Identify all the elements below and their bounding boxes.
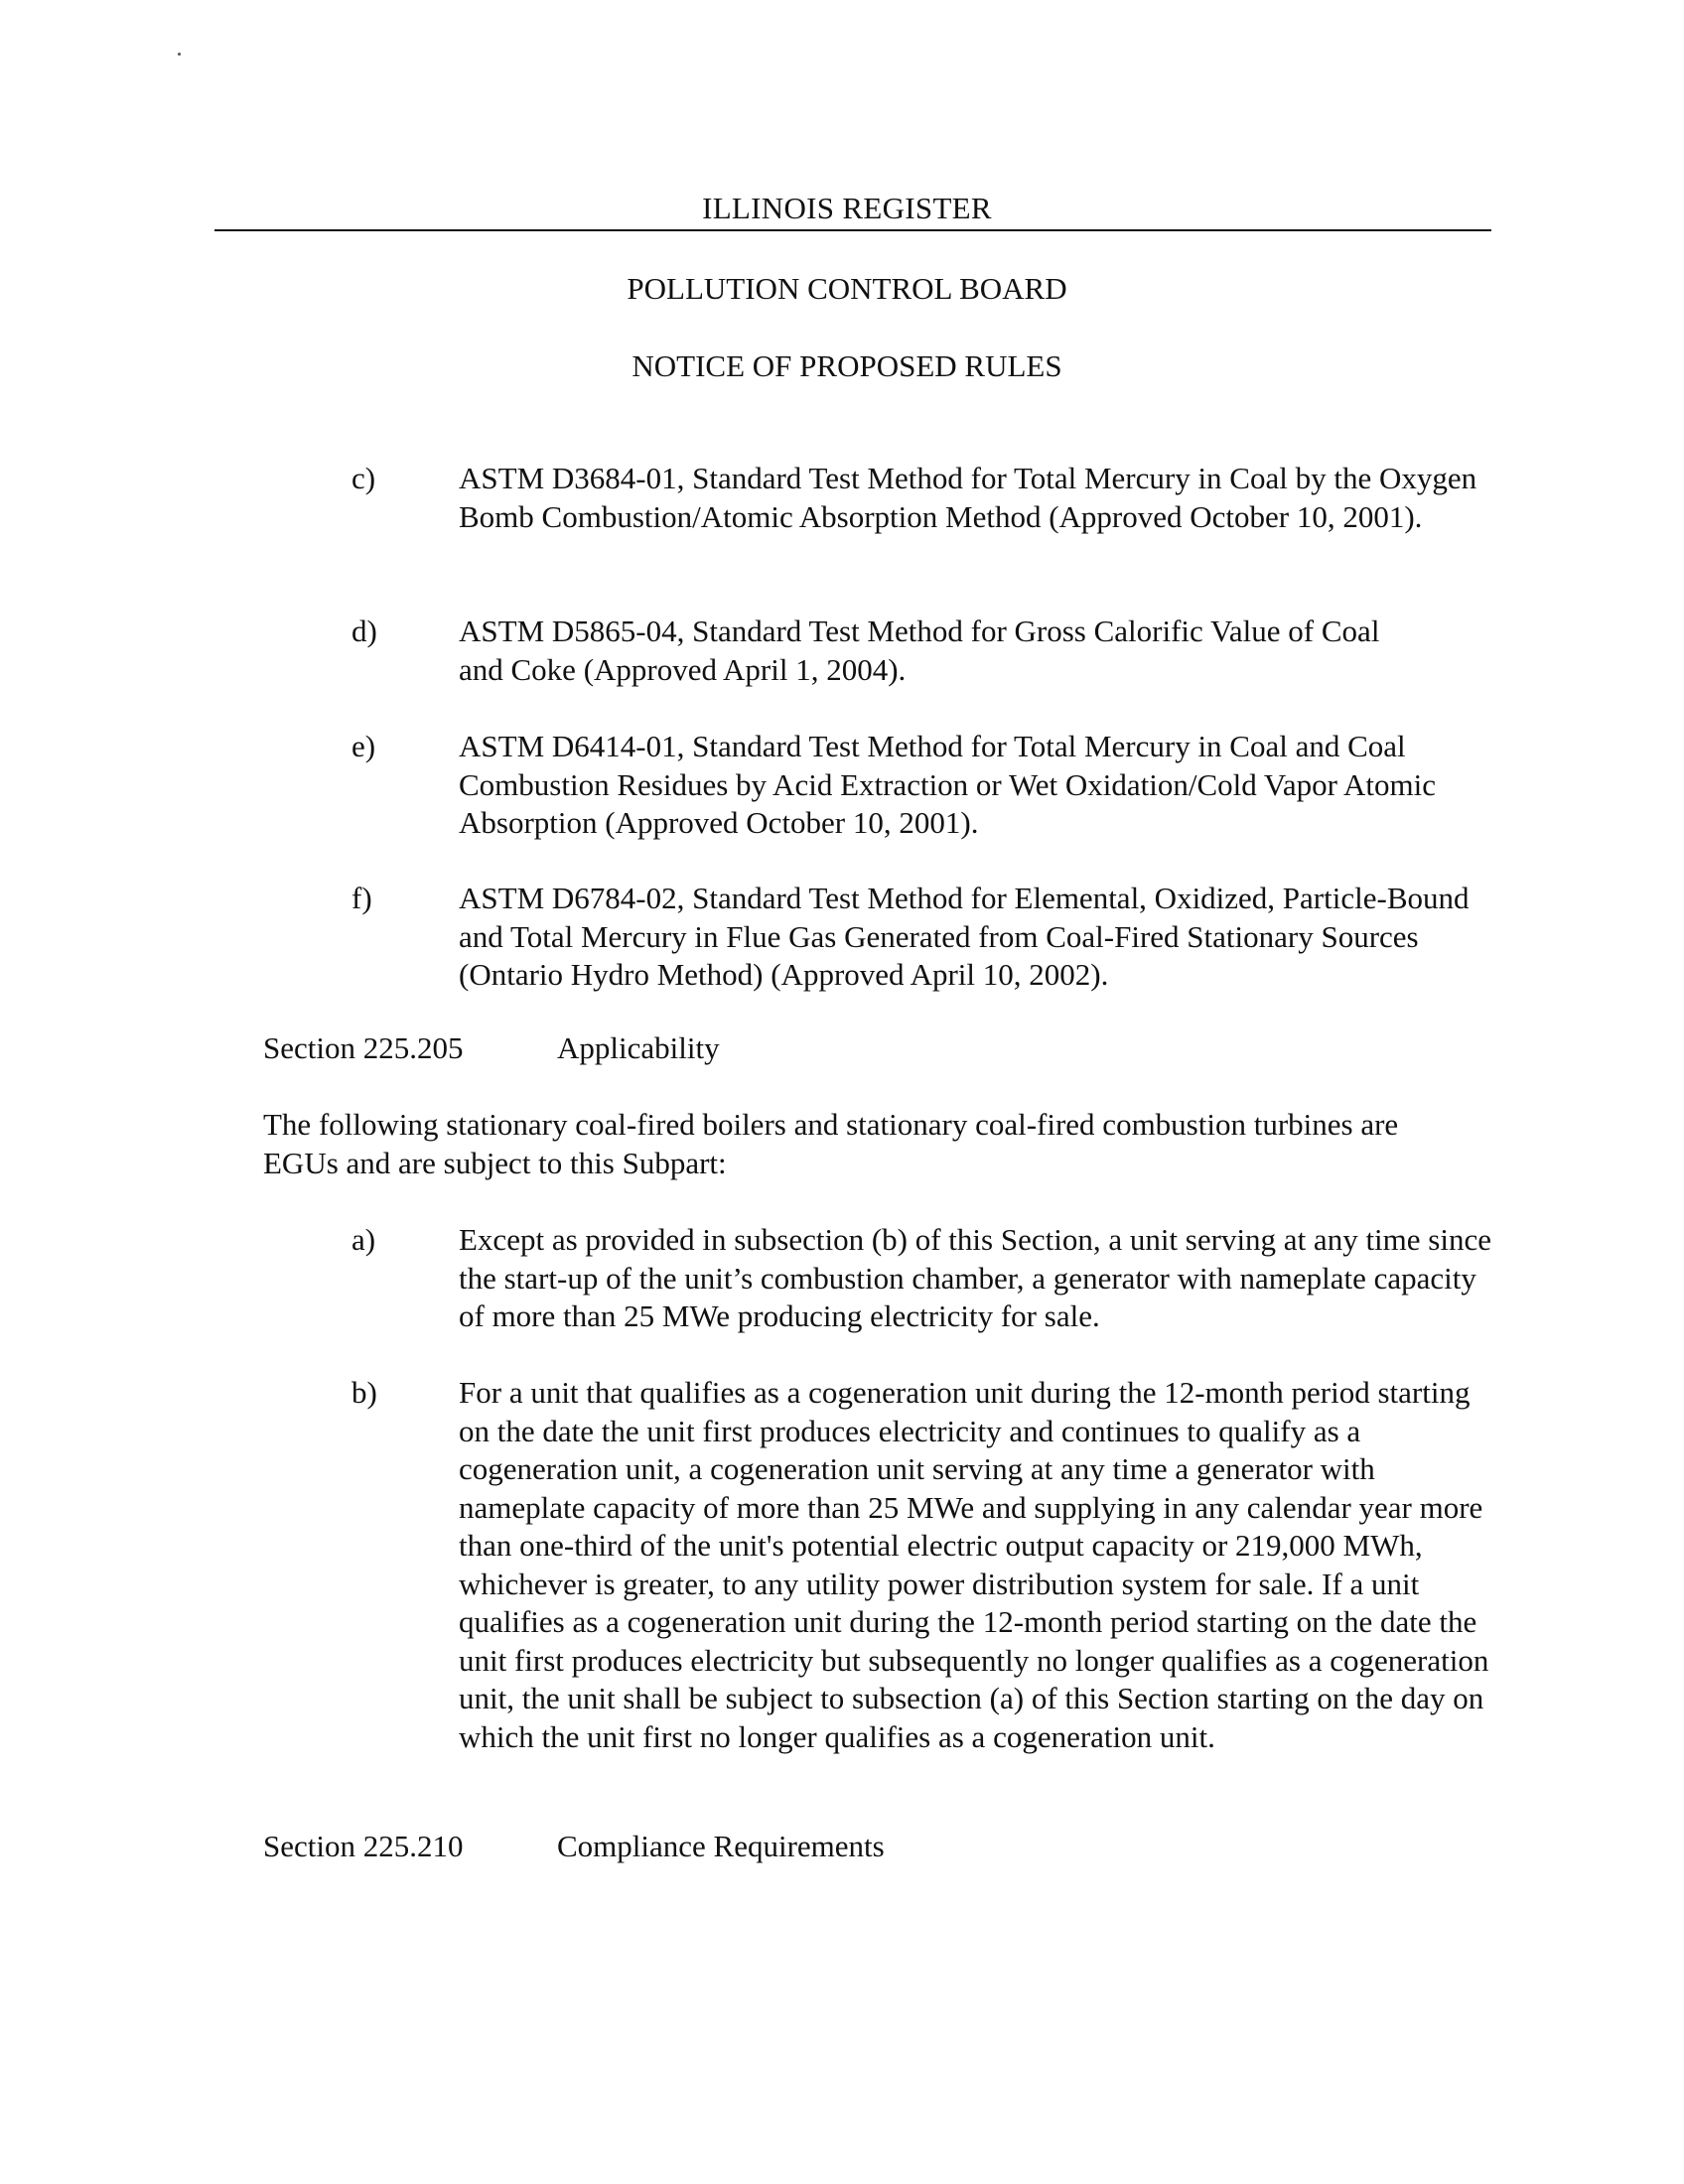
section-intro-paragraph: The following stationary coal-fired boilers and stationary coal-fired combustion turbines are EGUs and are subject to this Subpart: — [263, 1107, 1399, 1180]
item-marker: b) — [351, 1375, 377, 1410]
section-title: Compliance Requirements — [557, 1829, 885, 1863]
board-title: POLLUTION CONTROL BOARD — [627, 271, 1067, 306]
section-title: Applicability — [557, 1030, 720, 1065]
item-marker: a) — [351, 1222, 376, 1257]
applicability-item-a — [351, 1221, 1503, 1336]
item-marker: c) — [351, 461, 376, 495]
header-rule — [214, 229, 1491, 231]
reference-item-f — [351, 880, 1503, 995]
section-heading-225-210 — [263, 1827, 885, 1866]
item-marker: e) — [351, 729, 376, 763]
scan-speck — [178, 53, 181, 56]
reference-item-e — [351, 728, 1503, 843]
item-text: For a unit that qualifies as a cogeneration unit during the 12-month period starting on the date the unit first produces electricity and continues to qualify as a cogeneration unit, a cogeneration unit serving at any time a generator with nameplate capacity of more than 25 MWe and supplying in any calendar year more than one-third of the unit's potential electric output capacity or 219,000 MWh, whichever is greater, to any utility power distribution system for sale. If a unit qualifies as a cogeneration unit during the 12-month period starting on the date the unit first produces electricity but subsequently no longer qualifies as a cogeneration unit, the unit shall be subject to subsection (a) of this Section starting on the day on which the unit first no longer qualifies as a cogeneration unit. — [459, 1375, 1489, 1754]
item-text: ASTM D5865-04, Standard Test Method for Gross Calorific Value of Coal and Coke (Approved April 1, 2004). — [459, 614, 1380, 687]
section-number: Section 225.205 — [263, 1030, 464, 1065]
item-text: Except as provided in subsection (b) of this Section, a unit serving at any time since the start-up of the unit’s combustion chamber, a generator with nameplate capacity of more than 25 MWe producing electricity for sale. — [459, 1222, 1491, 1333]
item-text: ASTM D3684-01, Standard Test Method for Total Mercury in Coal by the Oxygen Bomb Combustion/Atomic Absorption Method (Approved October 10, 2001). — [459, 461, 1477, 534]
item-text: ASTM D6784-02, Standard Test Method for Elemental, Oxidized, Particle-Bound and Total Mercury in Flue Gas Generated from Coal-Fired Stationary Sources (Ontario Hydro Method) (Approved April 10, 2002). — [459, 881, 1470, 992]
notice-title: NOTICE OF PROPOSED RULES — [632, 348, 1062, 383]
section-heading-225-205 — [263, 1028, 720, 1068]
item-text: ASTM D6414-01, Standard Test Method for Total Mercury in Coal and Coal Combustion Residues by Acid Extraction or Wet Oxidation/Cold Vapor Atomic Absorption (Approved October 10, 2001). — [459, 729, 1436, 840]
reference-item-d — [351, 613, 1503, 689]
applicability-item-b — [351, 1374, 1503, 1756]
item-marker: f) — [351, 881, 372, 915]
register-title: ILLINOIS REGISTER — [702, 191, 992, 225]
reference-item-c — [351, 460, 1503, 536]
item-marker: d) — [351, 614, 377, 648]
section-number: Section 225.210 — [263, 1829, 464, 1863]
